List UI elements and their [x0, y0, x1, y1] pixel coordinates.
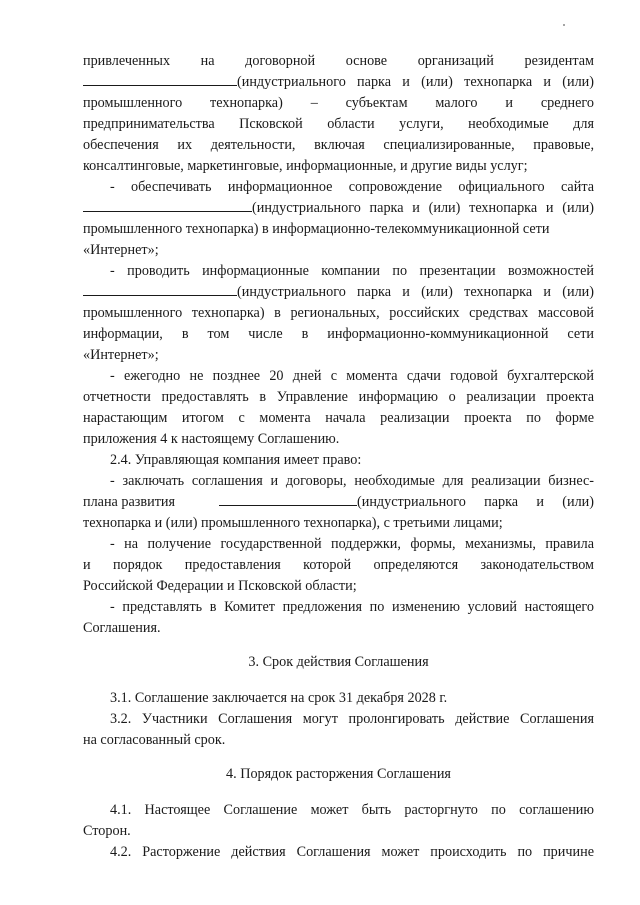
text-line: 3.1. Соглашение заключается на срок 31 декабря 2028 г. [110, 690, 448, 706]
text-line: и порядок предоставления которой определяются законодательством [83, 557, 594, 573]
text-fragment: (индустриального парка и (или) технопарка и (или) [252, 200, 594, 216]
text-fragment: (индустриального парка и (или) [357, 494, 594, 510]
text-line [83, 72, 594, 92]
fill-in-blank [83, 72, 237, 86]
text-line: «Интернет»; [83, 242, 159, 258]
text-line: консалтинговые, маркетинговые, информационные, и другие виды услуг; [83, 158, 528, 174]
text-line [83, 282, 594, 302]
section-heading-2-4: 2.4. Управляющая компания имеет право: [110, 452, 362, 468]
text-line: промышленного технопарка) в информационно-телекоммуникационной сети [83, 221, 550, 237]
text-line: - ежегодно не позднее 20 дней с момента сдачи годовой бухгалтерской [110, 368, 594, 384]
text-line: промышленного технопарка) – субъектам малого и среднего [83, 95, 594, 111]
text-fragment: (индустриального парка и (или) технопарка и (или) [237, 74, 594, 90]
section-heading-4: 4. Порядок расторжения Соглашения [226, 766, 451, 782]
text-line: - на получение государственной поддержки, формы, механизмы, правила [110, 536, 594, 552]
text-line: - представлять в Комитет предложения по изменению условий настоящего [110, 599, 594, 615]
fill-in-blank [219, 492, 357, 506]
text-fragment: плана развития [83, 494, 176, 510]
text-line [83, 492, 594, 512]
text-line: обеспечения их деятельности, включая специализированные, правовые, [83, 137, 594, 153]
text-line: промышленного технопарка) в региональных, российских средствах массовой [83, 305, 594, 321]
text-line: 4.2. Расторжение действия Соглашения может происходить по причине [110, 844, 594, 860]
text-line: 3.2. Участники Соглашения могут пролонгировать действие Соглашения [110, 711, 594, 727]
scan-speck [563, 24, 565, 26]
text-line: технопарка и (или) промышленного технопарка), с третьими лицами; [83, 515, 503, 531]
text-line: нарастающим итогом с момента начала реализации проекта по форме [83, 410, 594, 426]
text-line: - заключать соглашения и договоры, необходимые для реализации бизнес- [110, 473, 594, 489]
text-line: - обеспечивать информационное сопровождение официального сайта [110, 179, 594, 195]
text-line: - проводить информационные компании по презентации возможностей [110, 263, 594, 279]
section-heading-3: 3. Срок действия Соглашения [248, 654, 429, 670]
text-line: Российской Федерации и Псковской области; [83, 578, 357, 594]
text-line: Сторон. [83, 823, 131, 839]
text-line: Соглашения. [83, 620, 161, 636]
text-fragment: (индустриального парка и (или) технопарка и (или) [237, 284, 594, 300]
text-line: «Интернет»; [83, 347, 159, 363]
text-line: привлеченных на договорной основе организаций резидентам [83, 53, 594, 69]
text-line: отчетности предоставлять в Управление информацию о реализации проекта [83, 389, 594, 405]
text-line: информации, в том числе в информационно-коммуникационной сети [83, 326, 594, 342]
text-line: на согласованный срок. [83, 732, 226, 748]
text-line: 4.1. Настоящее Соглашение может быть расторгнуто по соглашению [110, 802, 594, 818]
text-line [83, 198, 594, 218]
fill-in-blank [83, 282, 237, 296]
text-line: предпринимательства Псковской области услуги, необходимые для [83, 116, 594, 132]
text-line: приложения 4 к настоящему Соглашению. [83, 431, 340, 447]
fill-in-blank [83, 198, 252, 212]
